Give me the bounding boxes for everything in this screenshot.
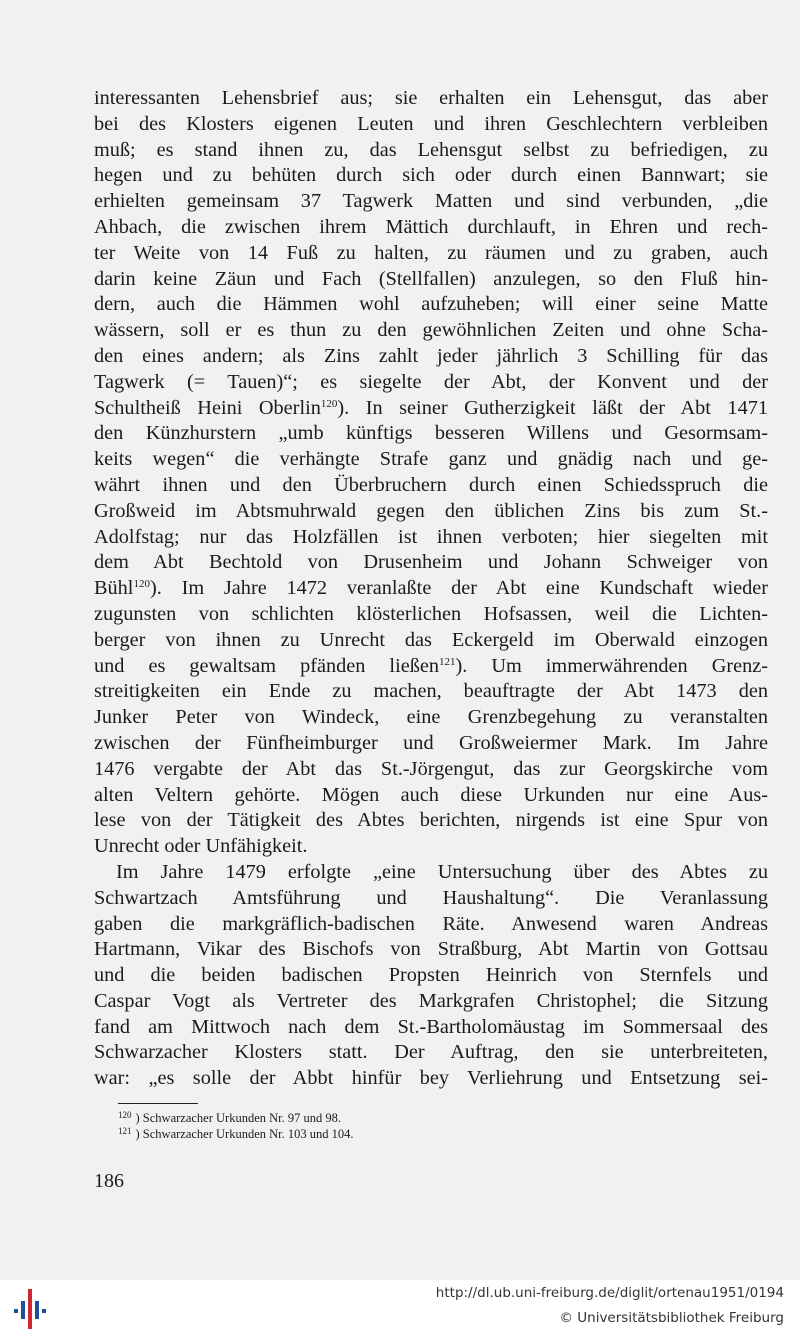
text-line-content: muß; es stand ihnen zu, das Lehensgut selbst zu befriedigen, zu: [94, 138, 768, 161]
footnote-divider: [118, 1103, 198, 1104]
text-line: [94, 344, 768, 370]
text-line: [94, 654, 768, 680]
text-line-content: dem Abt Bechtold von Drusenheim und Johann Schweiger von: [94, 551, 768, 574]
text-line-content: Schwartzach Amtsführung und Haushaltung“. Die Veranlassung: [94, 886, 768, 909]
text-line: [94, 163, 768, 189]
text-line-content: zugunsten von schlichten klösterlichen Hofsassen, weil die Lichten-: [94, 602, 768, 625]
footnote-reference: 121: [439, 655, 456, 668]
text-line-content: währt ihnen und den Überbruchern durch einen Schiedsspruch die: [94, 473, 768, 496]
copyright-notice: © Universitätsbibliothek Freiburg: [559, 1310, 784, 1326]
text-line-content: 1476 vergabte der Abt das St.-Jörgengut, das zur Georgskirche vom: [94, 757, 768, 780]
text-line: [94, 602, 768, 628]
footnote-number: 121: [118, 1126, 132, 1136]
footer-bar: [0, 1280, 800, 1336]
text-line: [94, 421, 768, 447]
page-number: 186: [94, 1170, 124, 1192]
text-line-content: Bühl: [94, 577, 134, 600]
text-line: [94, 447, 768, 473]
footnote-reference: 120: [320, 397, 338, 410]
text-line: [94, 525, 768, 551]
text-line-content: Im Jahre 1479 erfolgte „eine Untersuchung über des Abtes zu: [116, 860, 768, 883]
text-line: [94, 912, 768, 938]
text-line-content: Ahbach, die zwischen ihrem Mättich durchlauft, in Ehren und rech-: [94, 215, 768, 238]
source-url-link[interactable]: http://dl.ub.uni-freiburg.de/diglit/ortenau1951/0194: [435, 1285, 784, 1301]
text-line-content: erhielten gemeinsam 37 Tagwerk Matten und sind verbunden, „die: [94, 190, 768, 213]
text-line: [94, 112, 768, 138]
text-line-content: Schultheiß Heini Oberlin: [94, 396, 321, 419]
text-line: [94, 989, 768, 1015]
text-line-content: zwischen der Fünfheimburger und Großweiermer Mark. Im Jahre: [94, 731, 768, 754]
text-line: [94, 886, 768, 912]
text-line: [94, 679, 768, 705]
text-line: [94, 808, 768, 834]
text-line-content: interessanten Lehensbrief aus; sie erhalten ein Lehensgut, das aber: [94, 87, 768, 109]
text-line: [94, 370, 768, 396]
text-line: [94, 628, 768, 654]
text-line-content: bei des Klosters eigenen Leuten und ihren Geschlechtern verbleiben: [94, 112, 768, 135]
text-line-continuation: ). Im Jahre 1472 veranlaßte der Abt eine Kundschaft wieder: [149, 577, 768, 600]
text-line-content: war: „es solle der Abbt hinfür bey Verliehrung und Entsetzung sei-: [94, 1067, 768, 1090]
text-line-content: Adolfstag; nur das Holzfällen ist ihnen verboten; hier siegelten mit: [94, 525, 768, 548]
text-line-content: und es gewaltsam pfänden ließen: [94, 654, 439, 677]
footnotes: [118, 1110, 354, 1142]
text-line-content: hegen und zu behüten durch sich oder durch einen Bannwart; sie: [94, 164, 768, 187]
text-line: [94, 267, 768, 293]
text-line: [94, 550, 768, 576]
text-line: [94, 215, 768, 241]
text-line: [94, 963, 768, 989]
text-line-content: keits wegen“ die verhängte Strafe ganz und gnädig nach und ge-: [94, 448, 768, 471]
text-line: [94, 499, 768, 525]
text-line-content: dern, auch die Hämmen wohl aufzuheben; will einer seine Matte: [94, 293, 768, 316]
text-line: [94, 138, 768, 164]
text-line-content: fand am Mittwoch nach dem St.-Bartholomäustag im Sommersaal des: [94, 1015, 768, 1038]
text-line: [94, 576, 768, 602]
text-line: [94, 396, 768, 422]
text-line: [94, 473, 768, 499]
text-line: [94, 1040, 768, 1066]
text-line: [94, 241, 768, 267]
text-line: [94, 1066, 768, 1092]
text-line-content: gaben die markgräflich-badischen Räte. Anwesend waren Andreas: [94, 912, 768, 935]
footnote-number: 120: [118, 1110, 132, 1120]
text-line: [94, 834, 768, 860]
footnote: [118, 1110, 354, 1126]
text-line-content: streitigkeiten ein Ende zu machen, beauftragte der Abt 1473 den: [94, 680, 768, 703]
text-line: [94, 86, 768, 112]
text-line-content: Großweid im Abtsmuhrwald gegen den üblichen Zins bis zum St.-: [94, 499, 768, 522]
text-line: [94, 705, 768, 731]
text-line-content: Hartmann, Vikar des Bischofs von Straßburg, Abt Martin von Gottsau: [94, 938, 768, 961]
text-line: [94, 189, 768, 215]
text-line: [94, 318, 768, 344]
text-line-content: lese von der Tätigkeit des Abtes berichten, nirgends ist eine Spur von: [94, 809, 768, 832]
text-line-content: und die beiden badischen Propsten Heinrich von Sternfels und: [94, 964, 768, 987]
text-line-content: Unrecht oder Unfähigkeit.: [94, 835, 308, 858]
text-line-content: Tagwerk (= Tauen)“; es siegelte der Abt, der Konvent und der: [94, 370, 768, 393]
text-line-content: darin keine Zäun und Fach (Stellfallen) anzulegen, so den Fluß hin-: [94, 267, 768, 290]
text-line-content: den Künzhurstern „umb künftigs besseren Willens und Gesormsam-: [94, 422, 768, 445]
footnote: [118, 1126, 354, 1142]
footnote-text: ) Schwarzacher Urkunden Nr. 97 und 98.: [135, 1111, 341, 1125]
text-line-content: alten Veltern gehörte. Mögen auch diese Urkunden nur eine Aus-: [94, 783, 768, 806]
footnote-text: ) Schwarzacher Urkunden Nr. 103 und 104.: [135, 1127, 354, 1141]
text-line-content: Caspar Vogt als Vertreter des Markgrafen Christophel; die Sitzung: [94, 989, 768, 1012]
text-line-continuation: ). In seiner Gutherzigkeit läßt der Abt 1471: [337, 396, 768, 419]
footnote-reference: 120: [133, 578, 150, 591]
text-line-content: wässern, soll er es thun zu den gewöhnlichen Zeiten und ohne Scha-: [94, 319, 768, 342]
body-text: [94, 86, 768, 1092]
text-line-content: den eines andern; als Zins zahlt jeder jährlich 3 Schilling für das: [94, 344, 768, 367]
text-line: [94, 731, 768, 757]
text-line-continuation: ). Um immerwährenden Grenz-: [455, 654, 769, 677]
text-line-content: berger von ihnen zu Unrecht das Eckergeld im Oberwald einzogen: [94, 628, 768, 651]
text-line: [94, 1015, 768, 1041]
text-line: [94, 937, 768, 963]
text-line: [94, 292, 768, 318]
text-line-content: Schwarzacher Klosters statt. Der Auftrag, den sie unterbreiteten,: [94, 1041, 768, 1064]
text-line: [94, 783, 768, 809]
text-line-content: Junker Peter von Windeck, eine Grenzbegehung zu veranstalten: [94, 706, 768, 729]
text-line: [94, 860, 768, 886]
text-line: [94, 757, 768, 783]
text-line-content: ter Weite von 14 Fuß zu halten, zu räumen und zu graben, auch: [94, 241, 768, 264]
ub-freiburg-logo-icon: [8, 1287, 52, 1331]
